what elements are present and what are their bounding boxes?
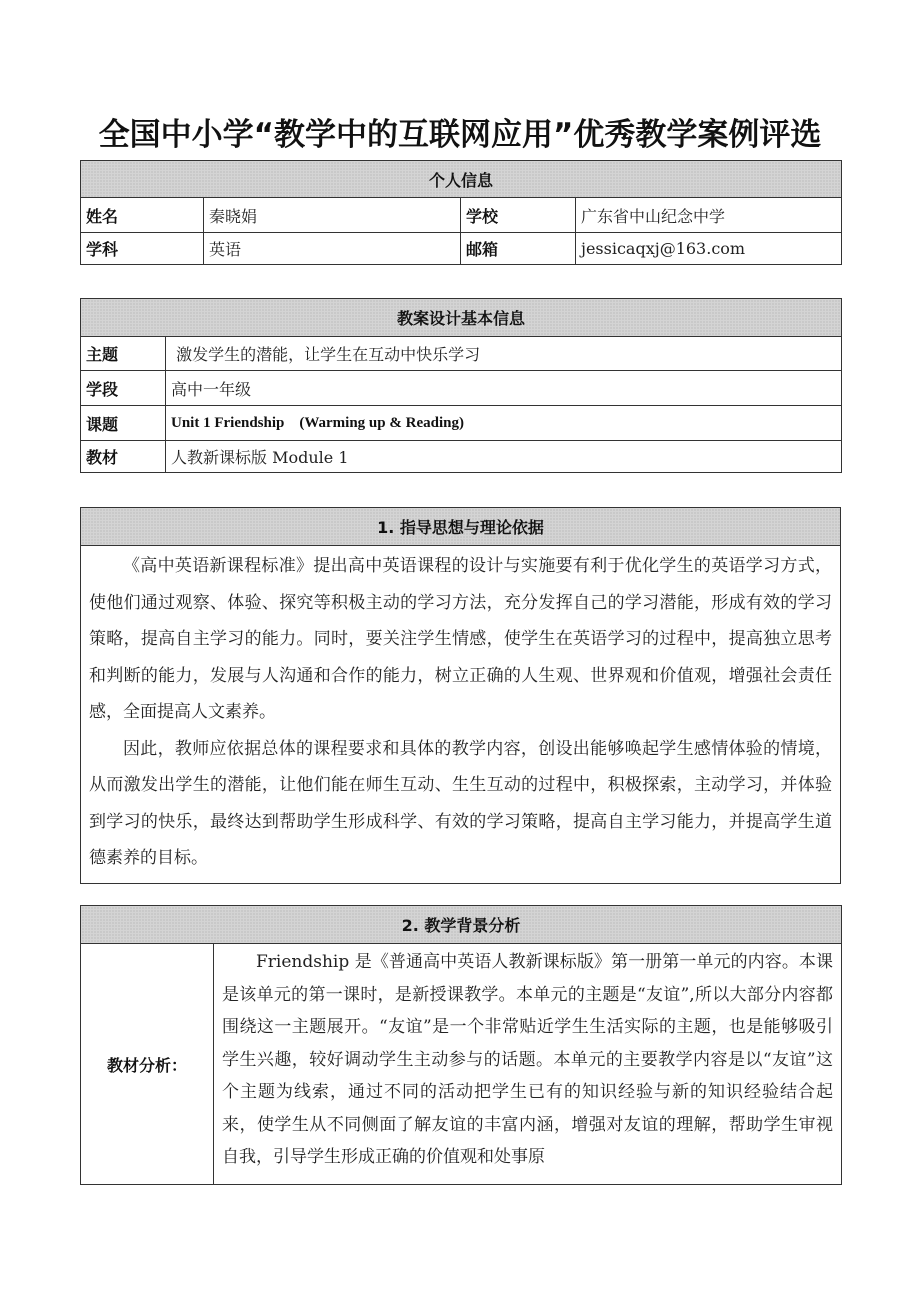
name-label: 姓名 xyxy=(81,198,204,233)
textbook-value: 人教新课标版 Module 1 xyxy=(166,441,842,473)
subject-value: 英语 xyxy=(204,233,461,265)
section2-header: 2. 教学背景分析 xyxy=(81,906,842,944)
personal-info-header: 个人信息 xyxy=(81,161,842,198)
section1-paragraph: 因此，教师应依据总体的课程要求和具体的教学内容，创设出能够唤起学生感情体验的情境，从而激发出学生的潜能，让他们能在师生互动、生生互动的过程中，积极探索，主动学习，并体验到学习的快乐，最终达到帮助学生形成科学、有效的学习策略，提高自主学习能力，并提高学生道德素养的目标。 xyxy=(89,738,832,868)
lesson-info-row xyxy=(81,371,842,406)
email-value: jessicaqxj@163.com xyxy=(576,233,842,265)
lesson-info-header: 教案设计基本信息 xyxy=(81,299,842,337)
theme-label: 主题 xyxy=(81,337,166,371)
section1-header: 1. 指导思想与理论依据 xyxy=(81,508,841,546)
theme-value: 激发学生的潜能，让学生在互动中快乐学习 xyxy=(166,337,842,371)
lesson-info-row xyxy=(81,441,842,473)
school-label: 学校 xyxy=(461,198,576,233)
document-title: 全国中小学“教学中的互联网应用”优秀教学案例评选 xyxy=(98,117,822,153)
topic-label: 课题 xyxy=(81,406,166,441)
section1-paragraph: 《高中英语新课程标准》提出高中英语课程的设计与实施要有利于优化学生的英语学习方式，使他们通过观察、体验、探究等积极主动的学习方法，充分发挥自己的学习潜能，形成有效的学习策略，提高自主学习的能力。同时，要关注学生情感，使学生在英语学习的过程中，提高独立思考和判断的能力，发展与人沟通和合作的能力，树立正确的人生观、世界观和价值观，增强社会责任感，全面提高人文素养。 xyxy=(89,556,832,722)
name-value: 秦晓娟 xyxy=(204,198,461,233)
stage-value: 高中一年级 xyxy=(166,371,842,406)
stage-label: 学段 xyxy=(81,371,166,406)
lesson-info-table xyxy=(80,298,842,473)
topic-value: Unit 1 Friendship (Warming up & Reading) xyxy=(166,406,842,441)
subject-label: 学科 xyxy=(81,233,204,265)
section1-table xyxy=(80,507,841,884)
school-value: 广东省中山纪念中学 xyxy=(576,198,842,233)
textbook-analysis-label: 教材分析： xyxy=(81,944,214,1185)
textbook-label: 教材 xyxy=(81,441,166,473)
textbook-analysis-cell xyxy=(214,944,842,1185)
section1-body xyxy=(81,546,841,884)
email-label: 邮箱 xyxy=(461,233,576,265)
personal-info-row xyxy=(81,233,842,265)
textbook-analysis-text: Friendship 是《普通高中英语人教新课标版》第一册第一单元的内容。本课是该单元的第一课时，是新授课教学。本单元的主题是“友谊”,所以大部分内容都围绕这一主题展开。“友谊”是一个非常贴近学生生活实际的主题，也是能够吸引学生兴趣，较好调动学生主动参与的话题。本单元的主要教学内容是以“友谊”这个主题为线索，通过不同的活动把学生已有的知识经验与新的知识经验结合起来，使学生从不同侧面了解友谊的丰富内涵，增强对友谊的理解，帮助学生审视自我，引导学生形成正确的价值观和处事原 xyxy=(222,952,834,1167)
lesson-info-row xyxy=(81,406,842,441)
section2-row xyxy=(81,944,842,1185)
personal-info-row xyxy=(81,198,842,233)
lesson-info-row xyxy=(81,337,842,371)
section2-table xyxy=(80,905,842,1185)
personal-info-table xyxy=(80,160,842,265)
